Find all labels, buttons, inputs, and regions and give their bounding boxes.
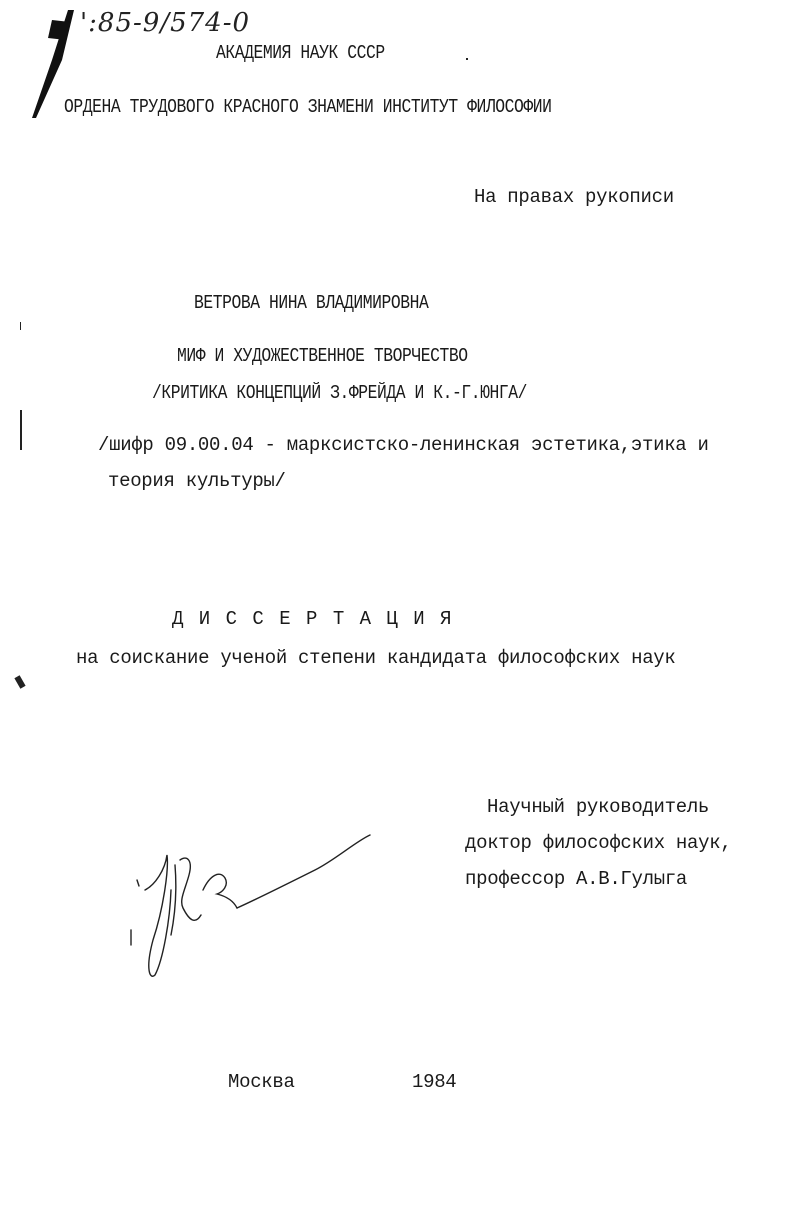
dissertation-subtitle: на соискание ученой степени кандидата философских наук <box>76 647 676 669</box>
scan-speck <box>20 322 21 330</box>
signature <box>125 830 375 985</box>
cipher-line1: /шифр 09.00.04 - марксистско-ленинская эстетика,этика и <box>98 434 709 456</box>
city: Москва <box>228 1071 295 1093</box>
dissertation-title-line1: МИФ И ХУДОЖЕСТВЕННОЕ ТВОРЧЕСТВО <box>177 345 468 367</box>
year: 1984 <box>412 1071 457 1093</box>
manuscript-note: На правах рукописи <box>474 186 674 208</box>
dissertation-title-line2: /КРИТИКА КОНЦЕПЦИЙ З.ФРЕЙДА И К.-Г.ЮНГА/ <box>152 382 528 404</box>
scan-speck <box>20 410 22 450</box>
supervisor-title: Научный руководитель <box>487 796 710 818</box>
archive-number: ':85-9/574-0 <box>80 8 251 38</box>
scan-speck <box>14 675 25 688</box>
supervisor-degree: доктор философских наук, <box>465 832 732 854</box>
scan-speck <box>466 58 468 60</box>
institute-name: ОРДЕНА ТРУДОВОГО КРАСНОГО ЗНАМЕНИ ИНСТИТУТ ФИЛОСОФИИ <box>64 96 552 118</box>
dissertation-heading: Д И С С Е Р Т А Ц И Я <box>172 608 454 630</box>
supervisor-name: профессор А.В.Гулыга <box>465 868 688 890</box>
author-name: ВЕТРОВА НИНА ВЛАДИМИРОВНА <box>194 292 429 314</box>
academy-name: АКАДЕМИЯ НАУК СССР <box>216 42 385 64</box>
cipher-line2: теория культуры/ <box>108 470 286 492</box>
